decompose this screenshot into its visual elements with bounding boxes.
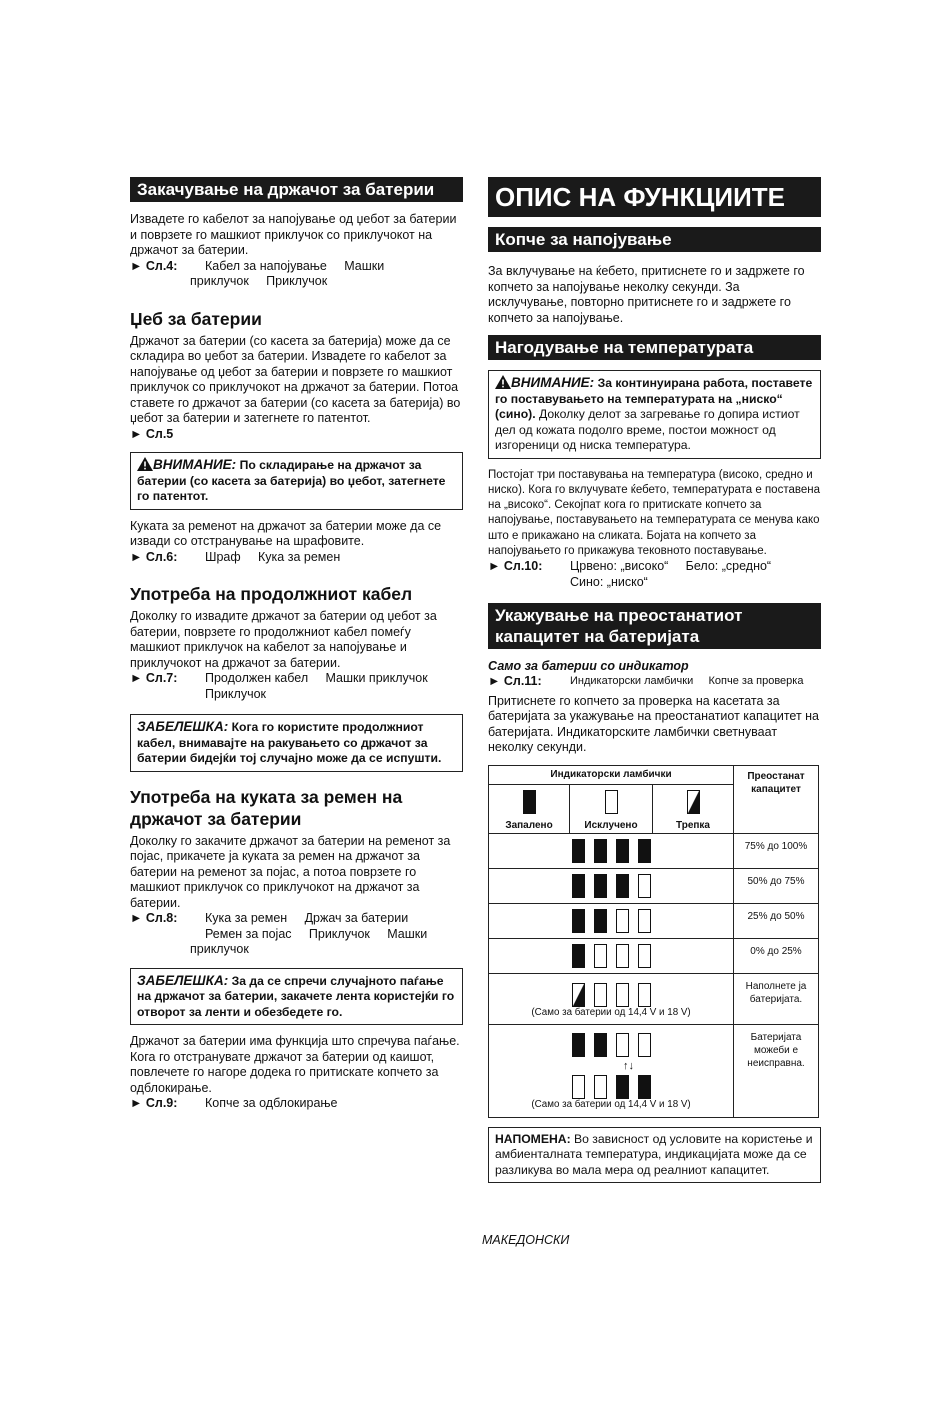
figure-legend-line: приклучок Приклучок [190,274,328,288]
lamp-on-icon [594,874,607,898]
legend-blink [653,784,734,833]
section-title: Закачување на држачот за батерии [130,177,463,202]
figure-legend-line: Кука за ремен Држач за батерии [205,911,409,925]
lamp-note: (Само за батерии од 14,4 V и 18 V) [531,1099,691,1111]
lamp-off-icon [605,790,618,814]
section-title: Укажување на преостанатиот капацитет на батеријата [488,603,821,649]
note-box [130,968,463,1026]
lamp-blink-icon [687,790,700,814]
caution-box [488,370,821,459]
capacity-value: Батеријата можеби е неисправна. [734,1024,819,1117]
figure-legend [205,259,463,275]
caution-text: Доколку делот за загревање го допира истиот дел од кожата подолго време, постои можност од изгореници од ниска температура. [495,407,800,452]
figure-reference [130,550,463,566]
caution-box [130,452,463,510]
page-footer-language: МАКЕДОНСКИ [482,1233,570,1247]
lamp-pattern [489,833,734,868]
figure-key: ► Сл.6: [130,549,178,564]
table-header-lamps: Индикаторски ламбички [489,765,734,784]
caution-label: ВНИМАНИЕ: [153,457,237,472]
section-heading: Џеб за батерии [130,308,262,329]
caution-label: ВНИМАНИЕ: [511,375,595,390]
figure-reference [130,671,463,702]
caution-bold-text: За континуирана работа, поставете го поставувањето на температурата на „ниско“ (сино). [495,376,813,421]
page-title: ОПИС НА ФУНКЦИИТЕ [488,177,821,217]
lamp-pattern [489,903,734,938]
figure-key: ► Сл.4: [130,258,178,273]
warning-icon [495,375,511,389]
capacity-value: 75% до 100% [734,833,819,868]
note-label: НАПОМЕНА: [495,1131,571,1146]
figure-reference [130,259,463,290]
lamp-on-icon [616,1075,629,1099]
paragraph: Доколку го извадите држачот за батерии од џебот за батерии, поврзете го продолжниот кабел помеѓу машкиот приклучок на кабелот за напојување и приклучокот на држачот за батерии. [130,609,437,670]
lamp-on-icon [594,839,607,863]
lamp-pattern [489,1024,734,1117]
figure-legend-line: Сино: „ниско“ [570,574,648,589]
figure-reference [130,427,463,443]
lamp-pattern [489,938,734,973]
table-header-capacity: Преостанат капацитет [734,765,819,833]
figure-key: ► Сл.5 [130,426,174,441]
figure-legend-line: Приклучок [205,686,267,701]
section-heading: Употреба на куката за ремен на држачот за батерии [130,786,403,829]
lamp-on-icon [638,839,651,863]
legend-label: Исклучено [584,819,638,831]
lamp-pattern [489,868,734,903]
capacity-value: Наполнете ја батеријата. [734,973,819,1024]
legend-on [489,784,570,833]
figure-legend: Индикаторски ламбички Копче за проверка [570,675,804,688]
lamp-off-icon [638,909,651,933]
lamp-on-icon [572,944,585,968]
subtitle: Само за батерии со индикатор [488,659,689,674]
lamp-on-icon [616,874,629,898]
paragraph: Постојат три поставувања на температура (високо, средно и ниско). Кога го вклучувате ќебето, температурата е поставена на „високо“. Секојпат кога го притискате копчето за напојување, поставувањето на температурата се менува како што е прикажано на сликата. Бојата на копчето за напојувањето го прикажува тековното поставување. [488,468,820,557]
figure-legend-line: Црвено: „високо“ Бело: „средно“ [570,559,772,574]
lamp-on-icon [523,790,536,814]
figure-legend-line: приклучок [190,942,249,956]
section-title: Копче за напојување [488,227,821,252]
lamp-off-icon [594,944,607,968]
figure-key: ► Сл.8: [130,911,178,925]
figure-legend: Шраф Кука за ремен [205,549,341,564]
legend-label: Запалено [505,819,553,831]
lamp-off-icon [594,983,607,1007]
warning-icon [137,457,153,471]
lamp-on-icon [594,909,607,933]
paragraph: Извадете го кабелот за напојување од џебот за батерии и поврзете го машкиот приклучок со приклучокот на држачот за батерии. [130,212,457,257]
note-text: Во зависност од условите на користење и амбиенталната температура, индикацијата може да се разликува во мала мера од реалниот капацитет. [495,1131,813,1177]
figure-legend-line: Продолжен кабел Машки приклучок [205,671,428,685]
lamp-off-icon [594,1075,607,1099]
note-box [130,714,463,772]
lamp-note: (Само за батерии од 14,4 V и 18 V) [531,1007,691,1019]
lamp-off-icon [638,1033,651,1057]
lamp-off-icon [572,1075,585,1099]
lamp-blink-icon [572,983,585,1007]
figure-key: ► Сл.10: [488,559,543,574]
lamp-off-icon [638,983,651,1007]
note-box [488,1127,821,1184]
paragraph: Доколку го закачите држачот за батерии на ременот за појас, прикачете ја куката за ремен на држачот за батерии на ременот за појас, а потоа поврзете го машкиот приклучок со приклучокот на држачот за батерии. [130,833,451,910]
table-row [489,1024,819,1117]
paragraph: Притиснете го копчето за проверка на касетата за батеријата за укажување на преостанатиот капацитет на батеријата. Индикаторските ламбички светнуваат неколку секунди. [488,693,820,755]
figure-key: ► Сл.7: [130,671,178,685]
capacity-value: 0% до 25% [734,938,819,973]
alternate-arrows-icon: ↑↓ [623,1060,634,1073]
paragraph: Држачот за батерии има функција што спречува паѓање. Кога го отстранувате држачот за батерии од каишот, повлечете го нагоре додека го притискате копчето за одблокирање. [130,1034,460,1095]
figure-reference [130,1096,463,1112]
lamp-off-icon [616,983,629,1007]
figure-legend-line: Ремен за појас Приклучок Машки [205,926,428,941]
legend-label: Трепка [675,819,710,831]
capacity-value: 25% до 50% [734,903,819,938]
right-column [488,177,821,1183]
lamp-off-icon [638,874,651,898]
table-row [489,973,819,1024]
note-text: Кога го користите продолжниот кабел, внимавајте на ракувањето со држачот за батерии бидејќи тој случајно може да се испушти. [137,720,442,765]
figure-reference [130,911,463,958]
figure-reference [488,559,821,590]
lamp-on-icon [572,909,585,933]
figure-reference [488,674,821,690]
lamp-off-icon [616,909,629,933]
lamp-on-icon [638,1075,651,1099]
lamp-on-icon [572,839,585,863]
paragraph: Држачот за батерии (со касета за батерија) може да се складира во џебот за батерии. Извадете го кабелот за напојување од џебот за батерии и поврзете го машкиот приклучок со приклучокот на држачот за батерии. Потоа ставете го држачот за батерии (со касета за батерија) во џебот за батерии и затегнете го патентот. [130,333,461,425]
caution-text: По складирање на држачот за батерии (со касета за батерија) во џебот, затегнете го патентот. [137,458,446,503]
lamp-on-icon [616,839,629,863]
lamp-on-icon [572,874,585,898]
figure-key: ► Сл.11: [488,674,542,689]
paragraph: За вклучување на ќебето, притиснете го и задржете го копчето за напојување неколку секунди. За исклучување, повторно притиснете го и задржете го копчето за напојување. [488,264,805,325]
table-row [489,938,819,973]
lamp-pattern [489,973,734,1024]
table-row [489,868,819,903]
lamp-off-icon [616,944,629,968]
lamp-on-icon [572,1033,585,1057]
note-label: ЗАБЕЛЕШКА: [137,972,229,988]
table-row [489,833,819,868]
table-header-row [489,765,819,784]
figure-legend: Копче за одблокирање [205,1096,338,1110]
battery-indicator-table [488,765,819,1118]
paragraph: Куката за ременот на држачот за батерии може да се извади со отстранување на шрафовите. [130,518,442,548]
note-label: ЗАБЕЛЕШКА: [137,719,229,734]
capacity-value: 50% до 75% [734,868,819,903]
section-heading: Употреба на продолжниот кабел [130,584,413,604]
figure-key: ► Сл.9: [130,1096,178,1110]
table-row [489,903,819,938]
section-title: Нагодување на температурата [488,335,821,360]
figure-legend-line: Кабел за напојување Машки [205,258,385,273]
lamp-off-icon [616,1033,629,1057]
lamp-off-icon [638,944,651,968]
lamp-on-icon [594,1033,607,1057]
note-text: За да се спречи случајното паѓање на држачот за батерии, закачете лента користејќи го отворот за ленти и обезбедете го. [137,973,455,1019]
legend-off [570,784,653,833]
left-column [130,177,463,1112]
